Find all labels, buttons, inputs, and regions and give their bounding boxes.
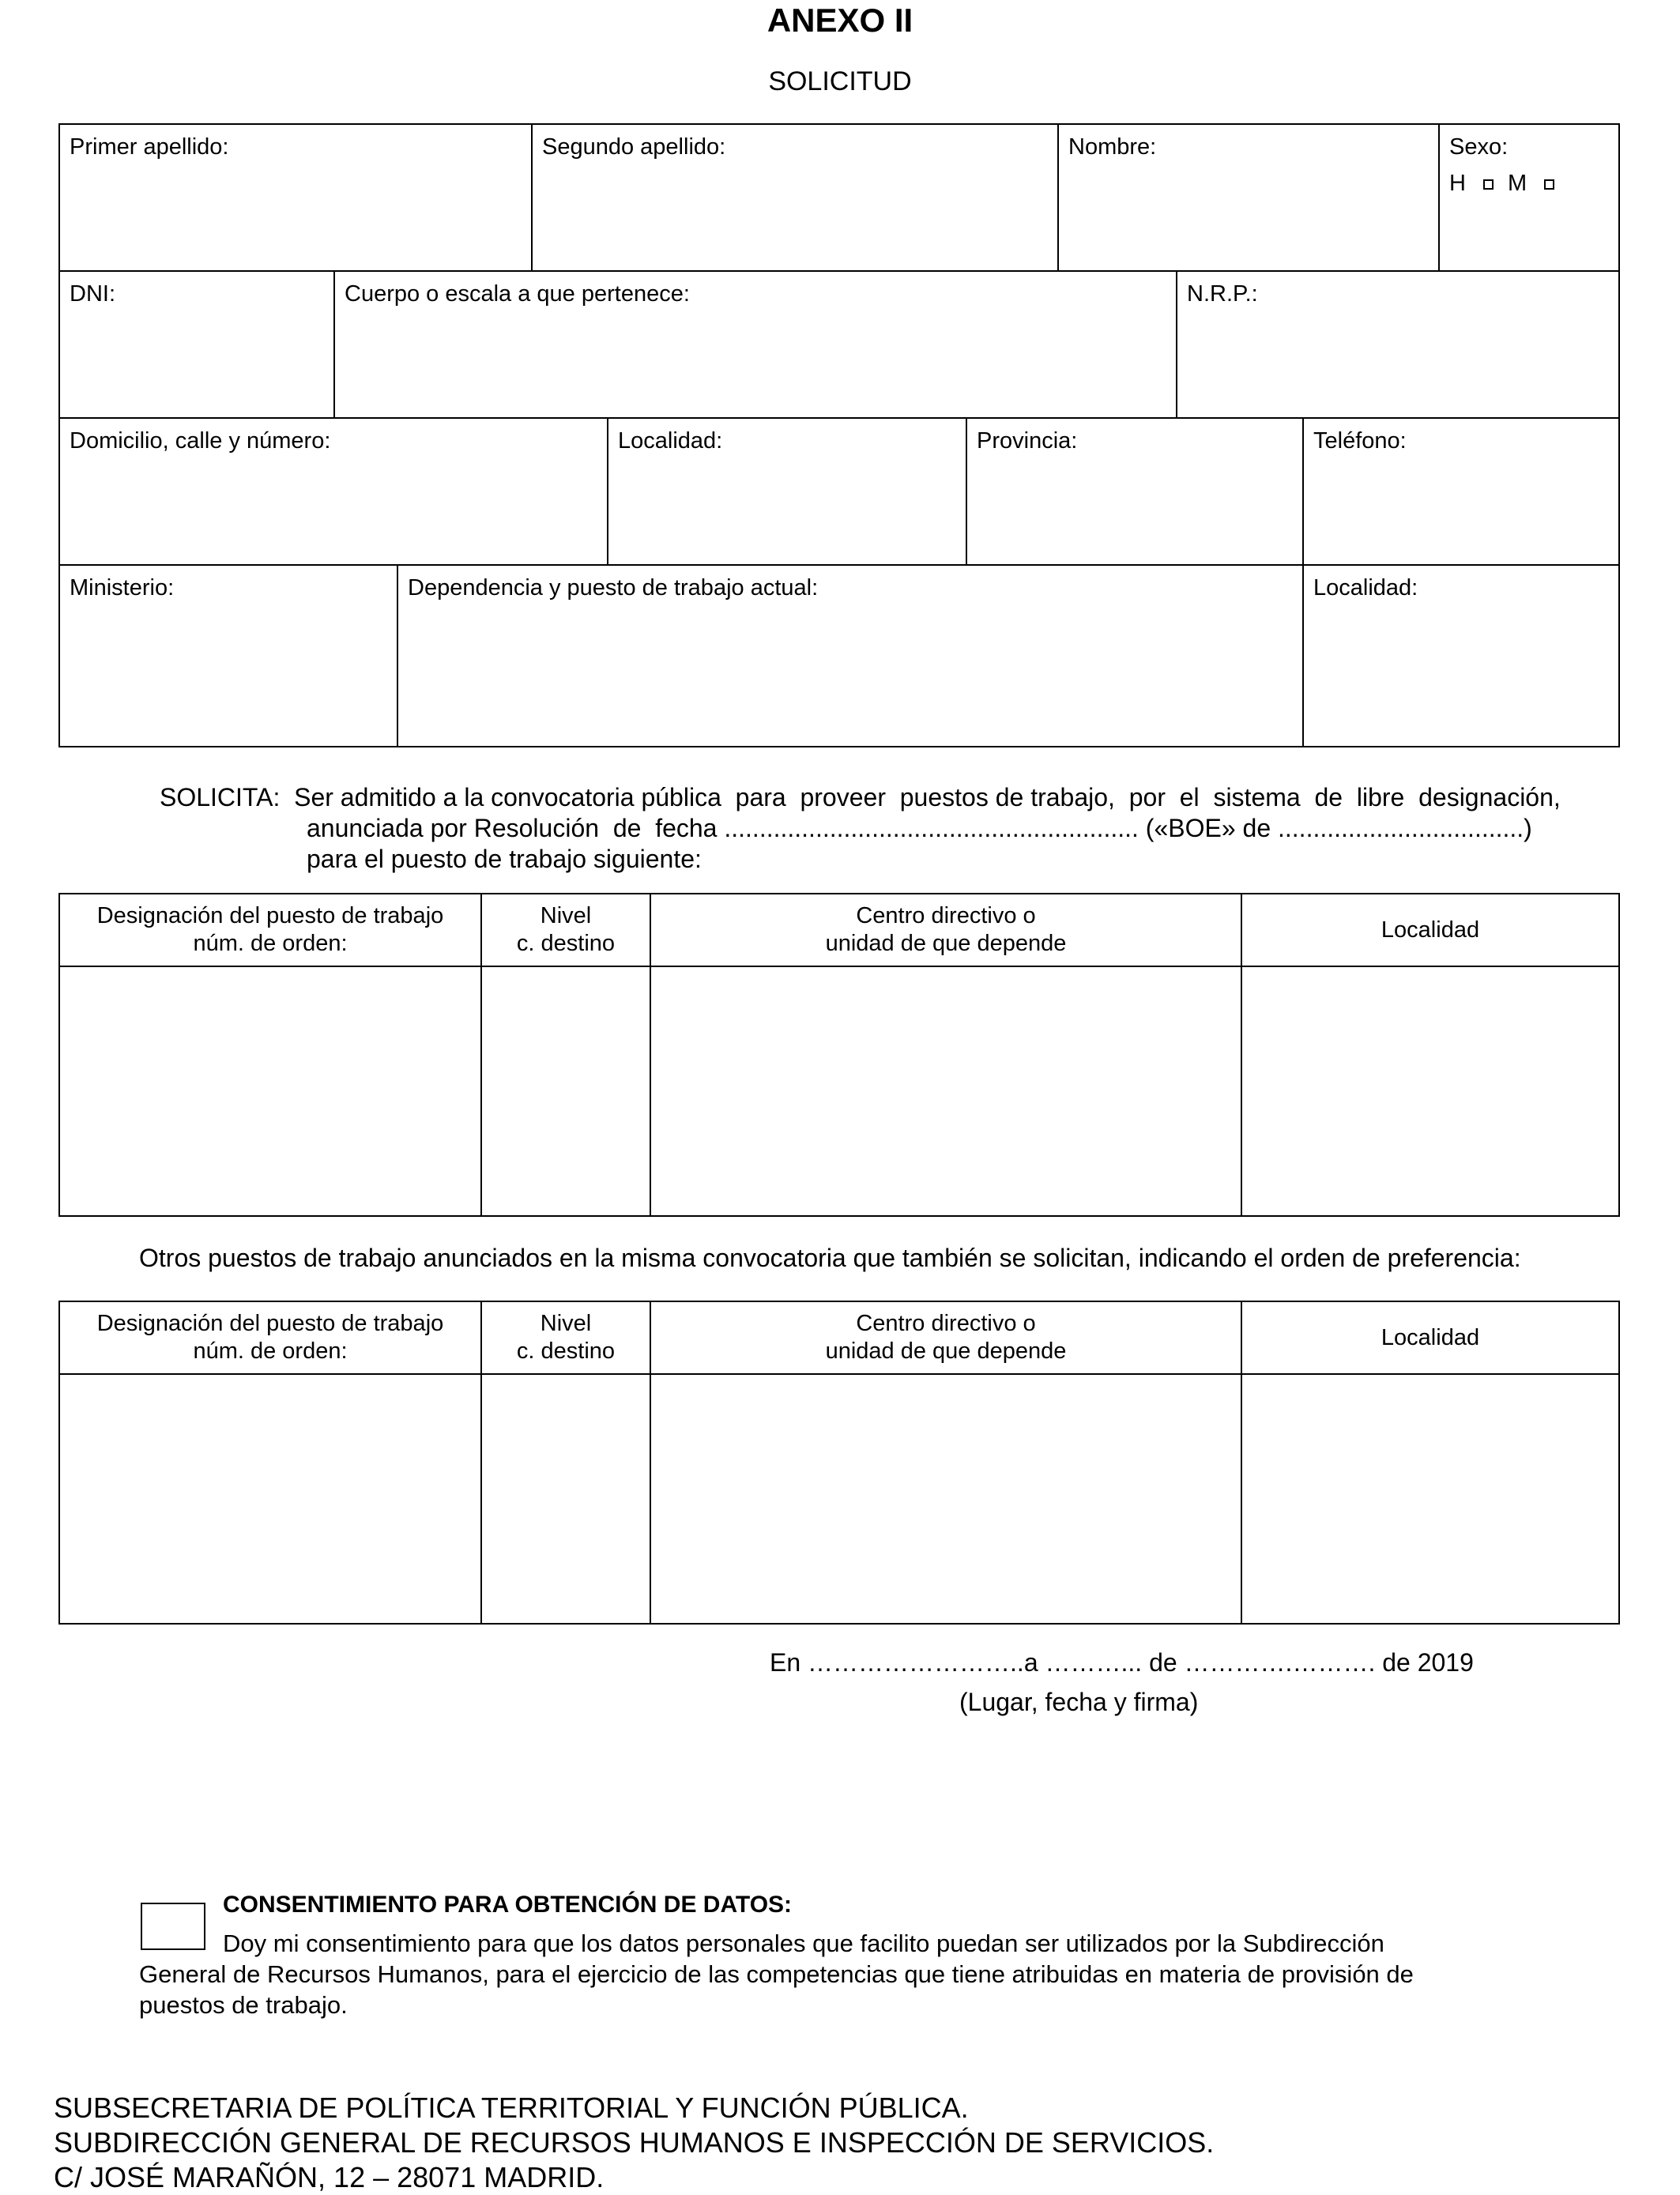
localidad-cell[interactable] — [608, 419, 967, 564]
nombre-label: Nombre: — [1068, 134, 1157, 160]
th-centro-l2: unidad de que depende — [825, 931, 1067, 956]
footer-address — [54, 2091, 1214, 2195]
th-nivel-l1: Nivel — [540, 903, 592, 928]
dni-label: DNI: — [70, 281, 115, 307]
nombre-cell[interactable] — [1059, 125, 1440, 270]
td-localidad[interactable] — [1242, 1375, 1618, 1623]
th-nivel-l2: c. destino — [516, 931, 616, 956]
ministerio-label: Ministerio: — [70, 575, 175, 601]
telefono-field[interactable] — [1312, 507, 1610, 556]
th-centro-l2: unidad de que depende — [825, 1338, 1067, 1364]
consent-title: CONSENTIMIENTO PARA OBTENCIÓN DE DATOS: — [223, 1892, 793, 1918]
dni-cell[interactable] — [60, 272, 335, 417]
dependencia-cell[interactable] — [398, 566, 1304, 746]
otros-puestos-table — [58, 1301, 1620, 1625]
provincia-field[interactable] — [975, 507, 1294, 556]
th-centro-l1: Centro directivo o — [856, 1311, 1036, 1336]
domicilio-cell[interactable] — [60, 419, 608, 564]
domicilio-field[interactable] — [68, 507, 599, 556]
nrp-label: N.R.P.: — [1187, 281, 1258, 307]
consent-text — [139, 1928, 1640, 2020]
fecha-line: En ……………………..a ………... de ………….………. de 2019 — [770, 1648, 1474, 1677]
td-localidad[interactable] — [1242, 967, 1618, 1215]
th-localidad — [1242, 1302, 1618, 1373]
nrp-cell[interactable] — [1177, 272, 1618, 417]
ministerio-cell[interactable] — [60, 566, 398, 746]
th-designacion — [60, 1302, 482, 1373]
domicilio-label: Domicilio, calle y número: — [70, 428, 331, 454]
puesto-table — [58, 893, 1620, 1217]
th-nivel — [482, 1302, 651, 1373]
consent-line-1: Doy mi consentimiento para que los datos personales que facilito puedan ser utilizados por la Subdirección — [223, 1930, 1384, 1957]
th-centro — [651, 894, 1242, 966]
telefono-label: Teléfono: — [1313, 428, 1407, 454]
th-designacion — [60, 894, 482, 966]
primer-apellido-cell[interactable] — [60, 125, 533, 270]
provincia-label: Provincia: — [977, 428, 1078, 454]
form-row-2 — [60, 272, 1618, 419]
page-subtitle: SOLICITUD — [768, 66, 912, 96]
td-designacion[interactable] — [60, 967, 482, 1215]
cuerpo-cell[interactable] — [335, 272, 1177, 417]
segundo-apellido-cell[interactable] — [533, 125, 1059, 270]
localidad-label: Localidad: — [618, 428, 723, 454]
footer-line-2: SUBDIRECCIÓN GENERAL DE RECURSOS HUMANOS E INSPECCIÓN DE SERVICIOS. — [54, 2126, 1215, 2159]
primer-apellido-field[interactable] — [68, 213, 523, 262]
footer-line-1: SUBSECRETARIA DE POLÍTICA TERRITORIAL Y FUNCIÓN PÚBLICA. — [54, 2091, 969, 2124]
primer-apellido-label: Primer apellido: — [70, 134, 229, 160]
solicita-paragraph — [160, 782, 1622, 875]
form-row-1 — [60, 125, 1618, 272]
th-localidad — [1242, 894, 1618, 966]
th-centro — [651, 1302, 1242, 1373]
sexo-cell — [1440, 125, 1618, 270]
sexo-h-checkbox[interactable] — [1483, 179, 1494, 190]
td-designacion[interactable] — [60, 1375, 482, 1623]
dependencia-field[interactable] — [406, 689, 1294, 738]
th-localidad-text: Localidad — [1381, 1324, 1480, 1350]
th-designacion-l1: Designación del puesto de trabajo — [96, 903, 444, 928]
th-nivel — [482, 894, 651, 966]
consent-line-2: General de Recursos Humanos, para el ejercicio de las competencias que tiene atribuidas en materia de provisión de — [139, 1960, 1414, 1988]
th-nivel-l1: Nivel — [540, 1311, 592, 1336]
otros-puestos-text: Otros puestos de trabajo anunciados en la misma convocatoria que también se solicitan, indicando el orden de preferencia: — [139, 1244, 1521, 1272]
td-centro[interactable] — [651, 1375, 1242, 1623]
personal-data-form — [58, 123, 1620, 747]
firma-label: (Lugar, fecha y firma) — [959, 1688, 1199, 1716]
table-header-row — [60, 894, 1618, 967]
dependencia-label: Dependencia y puesto de trabajo actual: — [408, 575, 819, 601]
th-designacion-l2: núm. de orden: — [193, 931, 348, 956]
footer-line-3: C/ JOSÉ MARAÑÓN, 12 – 28071 MADRID. — [54, 2161, 605, 2193]
provincia-cell[interactable] — [967, 419, 1304, 564]
nombre-field[interactable] — [1067, 213, 1430, 262]
localidad2-label: Localidad: — [1313, 575, 1418, 601]
form-row-3 — [60, 419, 1618, 566]
solicita-line-1: SOLICITA: Ser admitido a la convocatoria pública para proveer puestos de trabajo, por el sistema de libre designación, — [160, 783, 1561, 811]
td-nivel[interactable] — [482, 967, 651, 1215]
th-centro-l1: Centro directivo o — [856, 903, 1036, 928]
nrp-field[interactable] — [1185, 360, 1610, 409]
cuerpo-field[interactable] — [343, 360, 1168, 409]
th-designacion-l2: núm. de orden: — [193, 1338, 348, 1364]
sexo-h-label: H — [1449, 171, 1466, 196]
dni-field[interactable] — [68, 360, 326, 409]
cuerpo-label: Cuerpo o escala a que pertenece: — [345, 281, 690, 307]
telefono-cell[interactable] — [1304, 419, 1618, 564]
td-centro[interactable] — [651, 967, 1242, 1215]
solicita-line-3: para el puesto de trabajo siguiente: — [307, 845, 702, 873]
sexo-m-checkbox[interactable] — [1544, 179, 1554, 190]
th-localidad-text: Localidad — [1381, 917, 1480, 943]
localidad2-cell[interactable] — [1304, 566, 1618, 746]
segundo-apellido-field[interactable] — [541, 213, 1049, 262]
solicita-line-2: anunciada por Resolución de fecha ........................................................... («BOE» de ...................................) — [307, 814, 1532, 842]
sexo-options — [1449, 171, 1569, 197]
page-title: ANEXO II — [767, 2, 913, 39]
localidad-field[interactable] — [616, 507, 958, 556]
form-row-4 — [60, 566, 1618, 746]
consent-line-3: puestos de trabajo. — [139, 1991, 348, 2019]
sexo-label: Sexo: — [1449, 134, 1509, 160]
td-nivel[interactable] — [482, 1375, 651, 1623]
th-nivel-l2: c. destino — [516, 1338, 616, 1364]
localidad2-field[interactable] — [1312, 689, 1610, 738]
sexo-m-label: M — [1507, 171, 1527, 196]
table-header-row — [60, 1302, 1618, 1375]
th-designacion-l1: Designación del puesto de trabajo — [96, 1311, 444, 1336]
ministerio-field[interactable] — [68, 689, 389, 738]
segundo-apellido-label: Segundo apellido: — [542, 134, 726, 160]
